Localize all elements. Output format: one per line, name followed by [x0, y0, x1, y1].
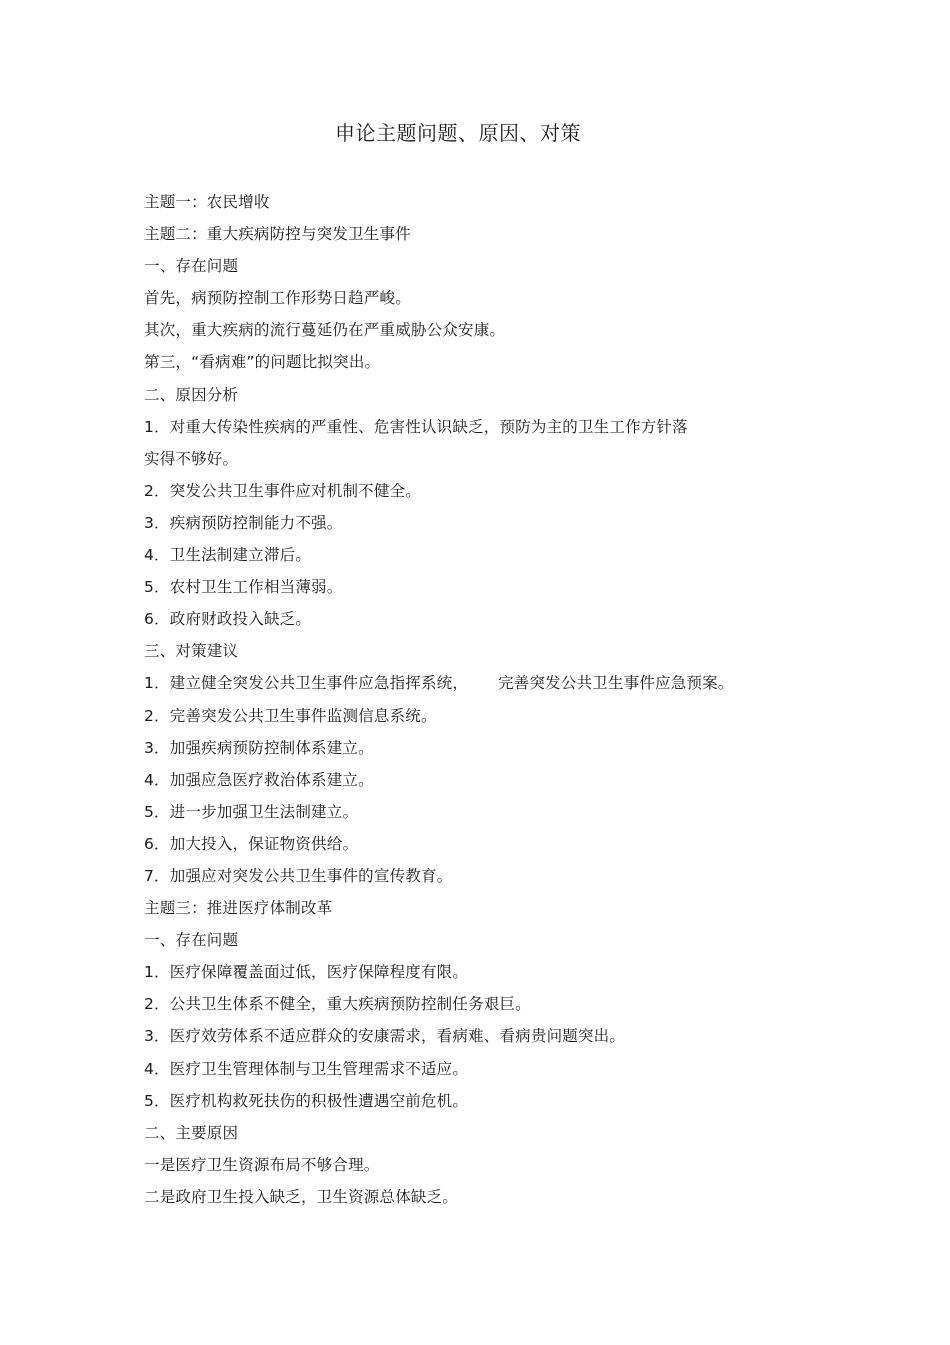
document-body	[144, 186, 844, 1213]
list-item: 1．医疗保障覆盖面过低，医疗保障程度有限。	[144, 963, 469, 982]
paragraph-line: 二是政府卫生投入缺乏，卫生资源总体缺乏。	[144, 1187, 459, 1206]
section-heading: 一、存在问题	[144, 931, 239, 950]
list-item-part: 完善突发公共卫生事件应急预案。	[498, 674, 734, 693]
list-item: 1．对重大传染性疾病的严重性、危害性认识缺乏，预防为主的卫生工作方针落	[144, 417, 688, 436]
list-item: 3．医疗效劳体系不适应群众的安康需求，看病难、看病贵问题突出。	[144, 1027, 626, 1046]
topic-heading: 主题二：重大疾病防控与突发卫生事件	[144, 225, 411, 244]
list-item: 7．加强应对突发公共卫生事件的宣传教育。	[144, 866, 453, 885]
list-item: 2．突发公共卫生事件应对机制不健全。	[144, 481, 421, 500]
list-item: 5．医疗机构救死扶伤的积极性遭遇空前危机。	[144, 1091, 469, 1110]
list-item	[144, 667, 844, 699]
paragraph-line: 一是医疗卫生资源布局不够合理。	[144, 1155, 380, 1174]
section-heading: 三、对策建议	[144, 642, 239, 661]
page-title: 申论主题问题、原因、对策	[335, 121, 581, 145]
paragraph-line: 首先，病预防控制工作形势日趋严峻。	[144, 289, 411, 308]
list-item: 2．公共卫生体系不健全，重大疾病预防控制任务艰巨。	[144, 995, 531, 1014]
list-item-part: 1．建立健全突发公共卫生事件应急指挥系统，	[144, 674, 469, 693]
list-item: 4．医疗卫生管理体制与卫生管理需求不适应。	[144, 1059, 469, 1078]
paragraph-line: 第三，“看病难”的问题比拟突出。	[144, 353, 381, 372]
list-item: 3．疾病预防控制能力不强。	[144, 513, 343, 532]
section-heading: 二、原因分析	[144, 385, 239, 404]
section-heading: 二、主要原因	[144, 1123, 239, 1142]
list-item: 2．完善突发公共卫生事件监测信息系统。	[144, 706, 437, 725]
list-item: 6．加大投入，保证物资供给。	[144, 834, 359, 853]
list-item: 5．农村卫生工作相当薄弱。	[144, 578, 343, 597]
list-item: 6．政府财政投入缺乏。	[144, 610, 312, 629]
list-item: 5．进一步加强卫生法制建立。	[144, 802, 359, 821]
list-item: 4．卫生法制建立滞后。	[144, 546, 312, 565]
list-item: 4．加强应急医疗救治体系建立。	[144, 770, 374, 789]
topic-heading: 主题三：推进医疗体制改革	[144, 899, 333, 918]
section-heading: 一、存在问题	[144, 257, 239, 276]
topic-heading: 主题一：农民增收	[144, 193, 270, 211]
list-item: 3．加强疾病预防控制体系建立。	[144, 738, 374, 757]
list-item-continuation: 实得不够好。	[144, 449, 239, 468]
paragraph-line: 其次，重大疾病的流行蔓延仍在严重威胁公众安康。	[144, 321, 506, 340]
